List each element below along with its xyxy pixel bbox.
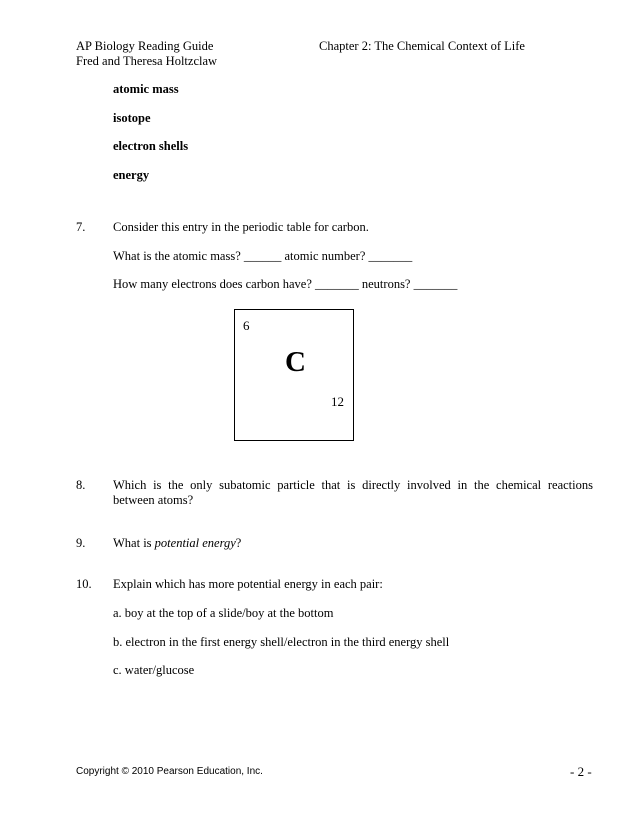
header-chapter-title: Chapter 2: The Chemical Context of Life (319, 39, 525, 53)
term-energy: energy (113, 168, 150, 182)
atomic-number: 6 (243, 318, 250, 333)
header-left-authors: Fred and Theresa Holtzclaw (76, 54, 218, 68)
question-7-line-2: How many electrons does carbon have? _______ neutrons? _______ (113, 277, 458, 291)
question-7-prompt: Consider this entry in the periodic table for carbon. (113, 220, 369, 234)
question-8-line-2: between atoms? (113, 493, 194, 507)
question-9-prefix: What is (113, 536, 155, 550)
question-9-emphasis: potential energy (154, 536, 236, 550)
question-9-text (113, 536, 241, 551)
question-10-part-c: c. water/glucose (113, 663, 195, 677)
question-7-line-1: What is the atomic mass? ______ atomic number? _______ (113, 249, 413, 263)
question-10-prompt: Explain which has more potential energy in each pair: (113, 577, 383, 591)
question-9-number: 9. (76, 536, 86, 550)
element-symbol: C (285, 346, 306, 378)
header-left-title: AP Biology Reading Guide (76, 39, 214, 53)
question-7-number: 7. (76, 220, 86, 234)
question-10-part-b: b. electron in the first energy shell/electron in the third energy shell (113, 635, 450, 649)
term-electron-shells: electron shells (113, 139, 189, 153)
question-10-part-a: a. boy at the top of a slide/boy at the bottom (113, 606, 334, 620)
page-number: - 2 - (570, 764, 592, 779)
question-9-suffix: ? (235, 536, 242, 550)
periodic-table-entry (234, 309, 354, 441)
atomic-mass-value: 12 (331, 394, 344, 409)
question-10-number: 10. (76, 577, 92, 591)
question-8-line-1: Which is the only subatomic particle that is directly involved in the chemical reactions (113, 478, 593, 492)
footer-copyright: Copyright © 2010 Pearson Education, Inc. (76, 766, 263, 777)
term-isotope: isotope (113, 111, 151, 125)
question-8-number: 8. (76, 478, 86, 492)
term-atomic-mass: atomic mass (113, 82, 179, 96)
